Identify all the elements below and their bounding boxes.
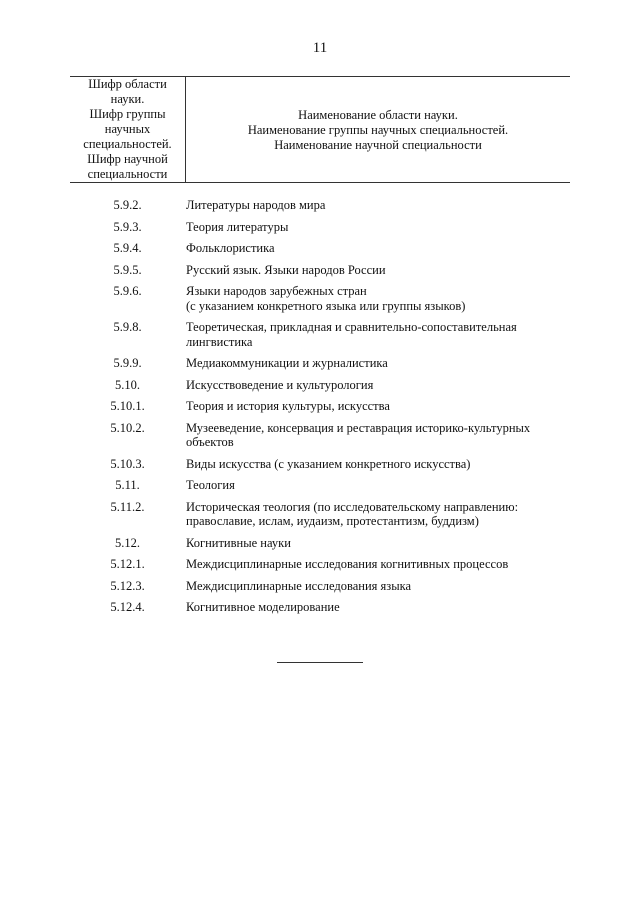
specialty-name-line: объектов: [186, 435, 234, 449]
specialty-name-line: Теоретическая, прикладная и сравнительно-сопоставительная: [186, 320, 517, 334]
header-name-column: [186, 108, 570, 153]
specialty-name: [186, 378, 570, 393]
specialty-name: [186, 478, 570, 493]
header-code-line: Шифр научной: [87, 152, 168, 166]
specialty-name-line: Языки народов зарубежных стран: [186, 284, 367, 298]
specialty-name: [186, 399, 570, 414]
specialty-code: 5.9.9.: [113, 356, 142, 370]
specialty-name-line: Музееведение, консервация и реставрация историко-культурных: [186, 420, 531, 435]
specialty-name-line: Когнитивные науки: [186, 535, 291, 550]
page-number: 11: [312, 40, 328, 56]
header-code-line: научных: [104, 122, 151, 136]
specialty-name: [186, 198, 570, 213]
table-row: [70, 378, 570, 393]
specialty-name-line: православие, ислам, иудаизм, протестантизм, буддизм): [186, 514, 479, 528]
specialty-name: [186, 536, 570, 551]
specialty-code: 5.12.: [115, 535, 140, 550]
specialty-name-line: Междисциплинарные исследования языка: [186, 578, 412, 593]
table-row: [70, 557, 570, 572]
specialty-name-line: Междисциплинарные исследования когнитивных процессов: [186, 557, 509, 571]
specialty-code: 5.9.8.: [113, 320, 142, 334]
specialty-name: [186, 579, 570, 594]
table-row: [70, 284, 570, 313]
specialty-name: [186, 320, 570, 349]
specialty-name: [186, 557, 570, 572]
specialty-code: 5.9.3.: [113, 219, 142, 234]
specialty-name-line: Виды искусства (с указанием конкретного искусства): [186, 456, 471, 471]
specialty-code: 5.10.: [115, 377, 140, 392]
table-row: [70, 263, 570, 278]
header-name-line: Наименование научной специальности: [274, 138, 482, 152]
header-code-column: [70, 77, 185, 182]
specialty-name-line: Фольклористика: [186, 241, 275, 255]
specialty-code: 5.12.3.: [110, 578, 145, 593]
specialty-name-line: Теория и история культуры, искусства: [186, 399, 390, 413]
specialty-code: 5.10.1.: [110, 399, 145, 413]
specialties-list: [70, 198, 570, 622]
specialty-name: [186, 263, 570, 278]
table-row: [70, 356, 570, 371]
table-row: [70, 478, 570, 493]
specialty-name-line: Искусствоведение и культурология: [186, 377, 374, 392]
table-row: [70, 220, 570, 235]
table-row: [70, 457, 570, 472]
specialty-name: [186, 600, 570, 615]
specialty-name: [186, 421, 570, 450]
specialty-code: 5.10.3.: [110, 456, 145, 471]
specialty-name-line: Теория литературы: [186, 219, 289, 234]
table-row: [70, 600, 570, 615]
specialty-name-line: Литературы народов мира: [186, 198, 326, 212]
table-row: [70, 320, 570, 349]
header-code-line: специальностей.: [83, 137, 172, 151]
specialty-name: [186, 220, 570, 235]
specialty-name: [186, 457, 570, 472]
table-row: [70, 536, 570, 551]
table-row: [70, 241, 570, 256]
specialty-name-line: лингвистика: [186, 334, 253, 349]
specialty-name-line: Теология: [186, 478, 235, 492]
specialty-code: 5.9.6.: [113, 284, 142, 298]
table-header-bottom-border: [70, 182, 570, 183]
end-of-table-line: [277, 662, 363, 663]
specialty-name-line: Русский язык. Языки народов России: [186, 262, 386, 277]
table-row: [70, 421, 570, 450]
specialty-name-line: Медиакоммуникации и журналистика: [186, 356, 388, 370]
specialty-name-line: (с указанием конкретного языка или группы языков): [186, 298, 466, 313]
specialty-code: 5.12.1.: [110, 557, 145, 571]
table-row: [70, 500, 570, 529]
header-name-line: Наименование области науки.: [298, 108, 458, 122]
specialty-code: 5.9.4.: [113, 241, 142, 255]
specialty-code: 5.10.2.: [110, 420, 145, 435]
specialty-code: 5.11.2.: [110, 499, 145, 514]
specialty-name: [186, 284, 570, 313]
table-row: [70, 399, 570, 414]
specialty-code: 5.12.4.: [110, 600, 145, 614]
specialty-name: [186, 241, 570, 256]
specialty-name: [186, 356, 570, 371]
specialty-name: [186, 500, 570, 529]
table-row: [70, 198, 570, 213]
header-name-line: Наименование группы научных специальностей.: [247, 123, 509, 137]
header-code-line: Шифр области: [88, 77, 167, 91]
table-row: [70, 579, 570, 594]
specialty-name-line: Когнитивное моделирование: [186, 600, 340, 614]
specialty-code: 5.9.2.: [113, 198, 142, 212]
specialty-name-line: Историческая теология (по исследовательскому направлению:: [186, 499, 519, 514]
header-code-line: Шифр группы: [89, 107, 166, 121]
header-code-line: специальности: [87, 167, 168, 181]
specialty-code: 5.11.: [115, 478, 140, 492]
specialty-code: 5.9.5.: [113, 262, 142, 277]
header-code-line: науки.: [110, 92, 145, 106]
